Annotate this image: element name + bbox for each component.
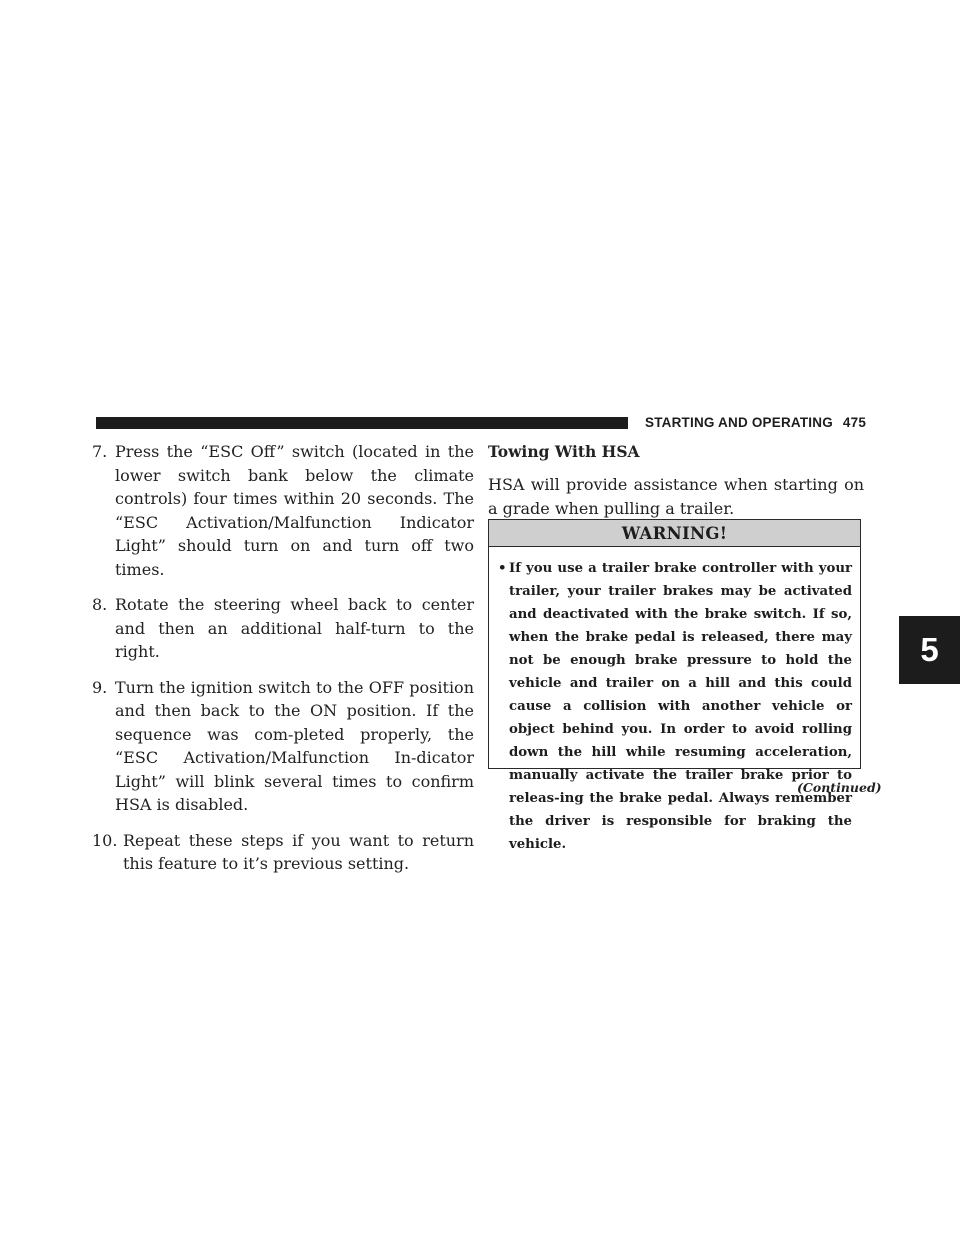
step-text: Repeat these steps if you want to return this feature to it’s previous setting. <box>123 830 474 873</box>
step-number: 9. <box>92 677 108 697</box>
bullet-icon: • <box>498 561 507 576</box>
header-rule <box>96 417 628 429</box>
step-text: Press the “ESC Off” switch (located in the lower switch bank below the climate controls) four times within 20 seconds. The “ESC Activation/Malfunction Indicator Light” should turn on and turn off two times. <box>115 442 474 579</box>
step-text: Turn the ignition switch to the OFF position and then back to the ON position. If the sequence was com-pleted properly, the “ESC Activation/Malfunction In-dicator Light” will blink several times to confirm HSA is disabled. <box>115 677 474 814</box>
continued-label: (Continued) <box>797 780 882 795</box>
step-text: Rotate the steering wheel back to center and then an additional half-turn to the right. <box>115 595 474 661</box>
section-title: STARTING AND OPERATING <box>645 415 833 430</box>
page-number: 475 <box>842 415 867 430</box>
running-head <box>645 413 866 433</box>
step-number: 7. <box>92 442 108 461</box>
step-item <box>92 676 474 817</box>
warning-body <box>489 547 860 856</box>
right-column <box>488 440 864 520</box>
step-item <box>92 829 474 876</box>
warning-text: If you use a trailer brake controller with your trailer, your trailer brakes may be activated and deactivated with the brake switch. If so, when the brake pedal is released, there may not be enough brake pressure to hold the vehicle and trailer on a hill and this could cause a collision with another vehicle or object behind you. In order to avoid rolling down the hill while resuming acceleration, manually activate the trailer brake prior to releas-ing the brake pedal. Always remember the driver is responsible for braking the vehicle. <box>509 561 852 852</box>
section-heading: Towing With HSA <box>488 442 640 461</box>
step-list <box>92 440 474 888</box>
step-number: 8. <box>92 595 108 614</box>
section-paragraph: HSA will provide assistance when starting on a grade when pulling a trailer. <box>488 475 864 518</box>
chapter-tab: 5 <box>899 616 960 684</box>
step-number: 10. <box>92 830 118 850</box>
step-item <box>92 440 474 581</box>
warning-title: WARNING! <box>489 520 860 547</box>
step-item <box>92 593 474 664</box>
